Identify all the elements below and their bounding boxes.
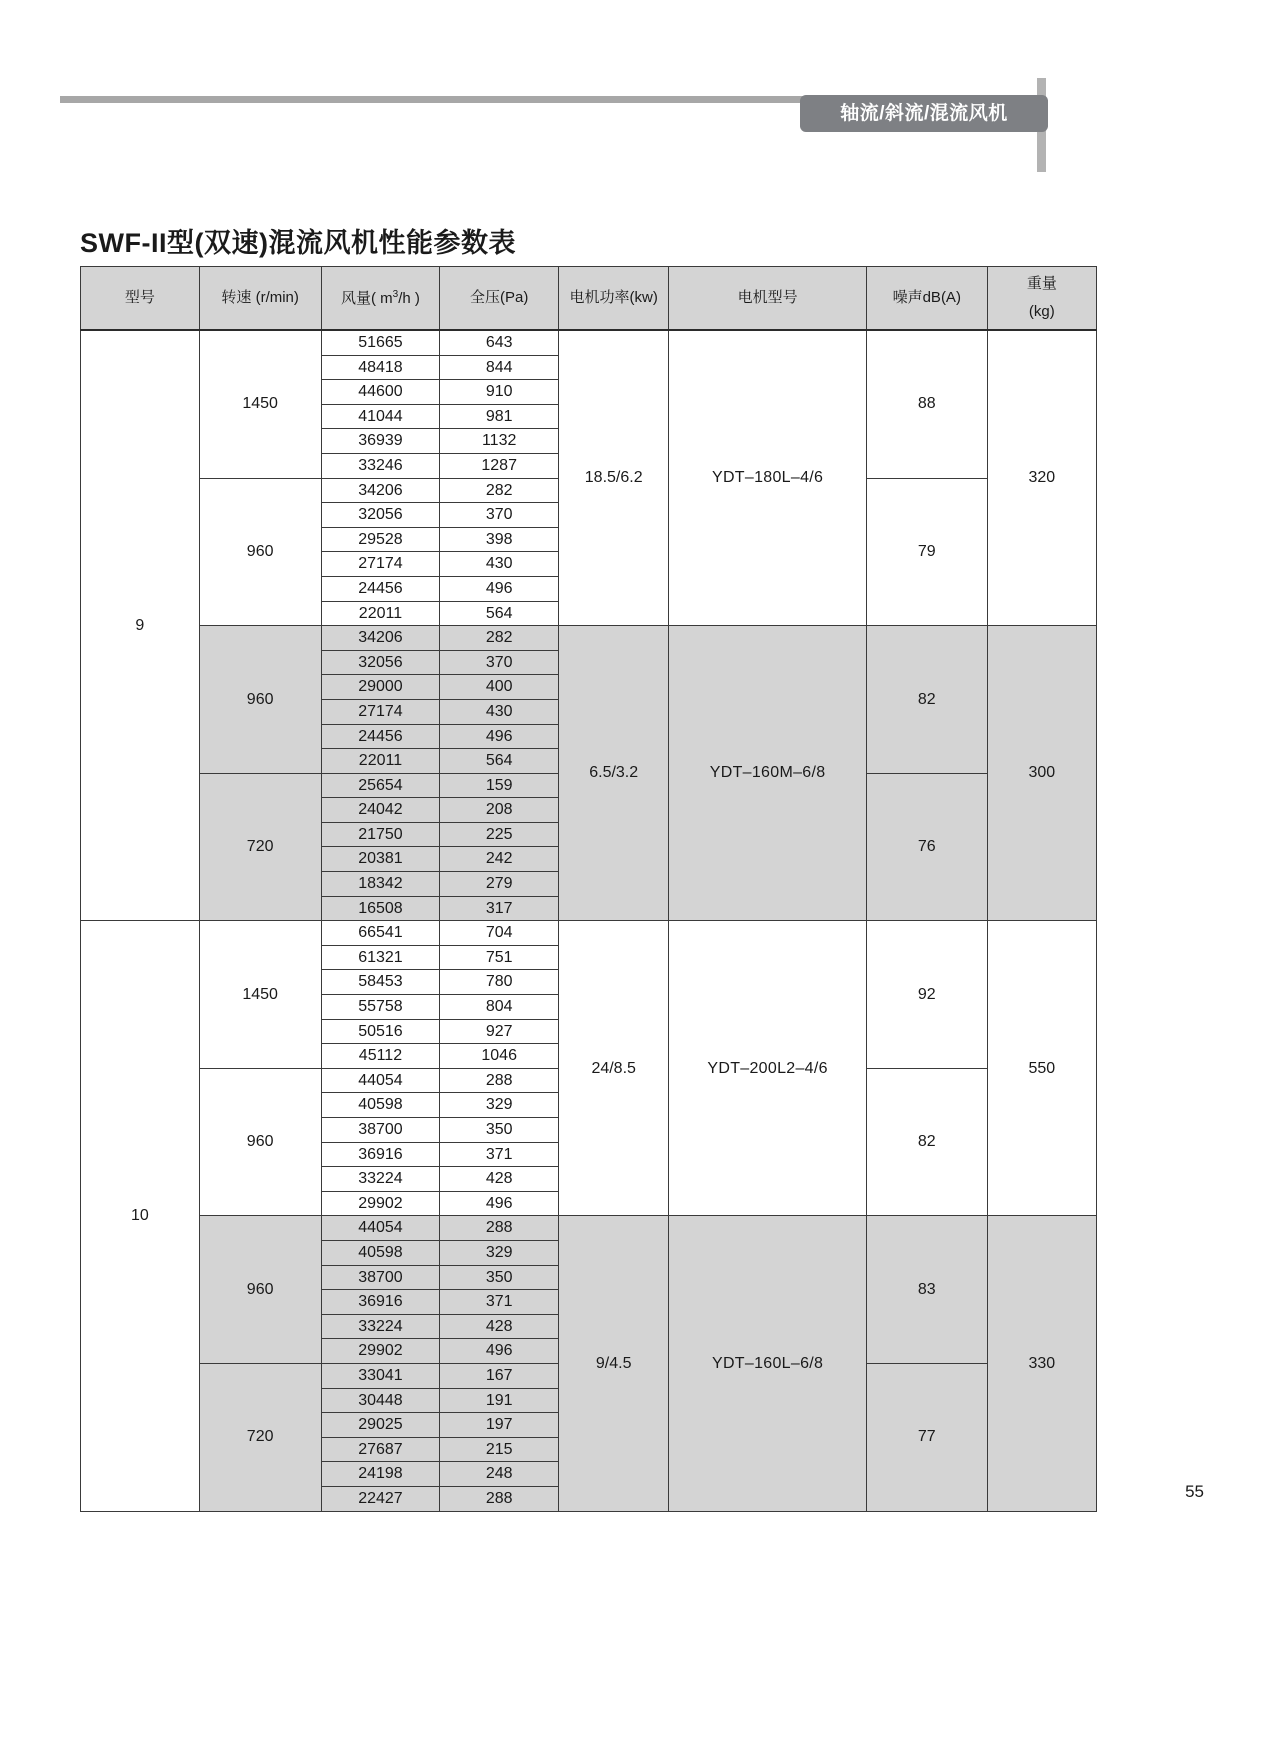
cell-pressure: 288 [440,1486,559,1511]
cell-flow: 25654 [321,773,440,798]
col-header-flow-exponent: 3 [392,288,399,300]
page-header [0,0,1276,200]
cell-flow: 58453 [321,970,440,995]
cell-pressure: 751 [440,945,559,970]
cell-pressure: 1287 [440,453,559,478]
cell-flow: 33246 [321,453,440,478]
cell-power: 18.5/6.2 [559,330,669,626]
cell-flow: 16508 [321,896,440,921]
col-header-power: 电机功率(kw) [559,267,669,331]
cell-pressure: 225 [440,822,559,847]
cell-pressure: 496 [440,1191,559,1216]
col-header-weight-line1: 重量 [1026,274,1057,292]
cell-power: 6.5/3.2 [559,626,669,921]
cell-weight: 320 [987,330,1096,626]
cell-flow: 36939 [321,429,440,454]
table-header [81,267,1097,331]
section-tab-label: 轴流/斜流/混流风机 [840,103,1008,124]
cell-flow: 24042 [321,798,440,823]
cell-speed: 960 [199,1216,321,1364]
cell-pressure: 804 [440,995,559,1020]
cell-flow: 29902 [321,1339,440,1364]
cell-pressure: 197 [440,1413,559,1438]
cell-power: 24/8.5 [559,921,669,1216]
cell-pressure: 370 [440,650,559,675]
cell-noise: 82 [866,1068,987,1216]
cell-pressure: 282 [440,478,559,503]
page-number: 55 [1185,1482,1204,1501]
cell-pressure: 248 [440,1462,559,1487]
cell-pressure: 400 [440,675,559,700]
cell-pressure: 350 [440,1265,559,1290]
col-header-flow-post: /h ) [398,289,420,307]
cell-pressure: 329 [440,1093,559,1118]
cell-pressure: 1046 [440,1044,559,1069]
cell-pressure: 564 [440,749,559,774]
cell-flow: 22011 [321,749,440,774]
table-header-row [81,267,1097,331]
table-body [81,330,1097,1511]
cell-pressure: 371 [440,1290,559,1315]
cell-pressure: 780 [440,970,559,995]
cell-speed: 960 [199,1068,321,1216]
cell-pressure: 981 [440,404,559,429]
cell-flow: 33224 [321,1167,440,1192]
col-header-pressure: 全压(Pa) [440,267,559,331]
cell-pressure: 704 [440,921,559,946]
cell-pressure: 430 [440,699,559,724]
cell-flow: 34206 [321,626,440,651]
cell-pressure: 428 [440,1167,559,1192]
cell-flow: 29528 [321,527,440,552]
cell-pressure: 844 [440,355,559,380]
cell-pressure: 350 [440,1118,559,1143]
cell-noise: 83 [866,1216,987,1364]
cell-pressure: 279 [440,872,559,897]
cell-pressure: 910 [440,380,559,405]
col-header-weight-line2: (kg) [1028,303,1055,320]
col-header-noise: 噪声dB(A) [866,267,987,331]
col-header-motor-model: 电机型号 [669,267,867,331]
cell-pressure: 643 [440,330,559,355]
cell-pressure: 242 [440,847,559,872]
cell-flow: 41044 [321,404,440,429]
cell-pressure: 370 [440,503,559,528]
table-row [81,921,1097,946]
cell-flow: 61321 [321,945,440,970]
cell-pressure: 371 [440,1142,559,1167]
cell-motor-model: YDT–160L–6/8 [669,1216,867,1511]
cell-pressure: 208 [440,798,559,823]
cell-speed: 960 [199,478,321,626]
cell-flow: 38700 [321,1118,440,1143]
cell-flow: 40598 [321,1240,440,1265]
cell-pressure: 159 [440,773,559,798]
cell-weight: 300 [987,626,1096,921]
section-tab [800,95,1048,132]
cell-weight: 330 [987,1216,1096,1511]
col-header-flow [321,267,440,331]
cell-noise: 88 [866,330,987,478]
col-header-weight [987,267,1096,331]
cell-flow: 24198 [321,1462,440,1487]
cell-pressure: 288 [440,1216,559,1241]
cell-pressure: 496 [440,724,559,749]
cell-noise: 92 [866,921,987,1069]
cell-pressure: 317 [440,896,559,921]
cell-flow: 27174 [321,699,440,724]
cell-weight: 550 [987,921,1096,1216]
cell-flow: 18342 [321,872,440,897]
cell-pressure: 1132 [440,429,559,454]
cell-flow: 27174 [321,552,440,577]
cell-model: 10 [81,921,200,1511]
spec-table-wrapper [80,266,1097,1512]
table-row [81,626,1097,651]
cell-noise: 79 [866,478,987,626]
cell-pressure: 496 [440,576,559,601]
cell-flow: 29025 [321,1413,440,1438]
cell-motor-model: YDT–180L–4/6 [669,330,867,626]
cell-flow: 24456 [321,724,440,749]
col-header-model: 型号 [81,267,200,331]
cell-speed: 1450 [199,921,321,1069]
cell-pressure: 215 [440,1437,559,1462]
cell-flow: 44600 [321,380,440,405]
cell-speed: 960 [199,626,321,774]
cell-flow: 36916 [321,1142,440,1167]
cell-flow: 29000 [321,675,440,700]
cell-pressure: 927 [440,1019,559,1044]
cell-flow: 48418 [321,355,440,380]
cell-pressure: 167 [440,1363,559,1388]
cell-flow: 36916 [321,1290,440,1315]
cell-flow: 66541 [321,921,440,946]
cell-speed: 1450 [199,330,321,478]
cell-flow: 51665 [321,330,440,355]
spec-table [80,266,1097,1512]
col-header-speed: 转速 (r/min) [199,267,321,331]
cell-flow: 34206 [321,478,440,503]
cell-flow: 24456 [321,576,440,601]
cell-motor-model: YDT–200L2–4/6 [669,921,867,1216]
page-title: SWF-II型(双速)混流风机性能参数表 [80,228,516,258]
cell-noise: 82 [866,626,987,774]
cell-pressure: 191 [440,1388,559,1413]
cell-model: 9 [81,330,200,921]
cell-power: 9/4.5 [559,1216,669,1511]
cell-flow: 30448 [321,1388,440,1413]
cell-pressure: 288 [440,1068,559,1093]
cell-flow: 32056 [321,503,440,528]
cell-flow: 27687 [321,1437,440,1462]
cell-flow: 44054 [321,1216,440,1241]
cell-pressure: 428 [440,1314,559,1339]
table-row [81,330,1097,355]
cell-speed: 720 [199,773,321,921]
cell-flow: 50516 [321,1019,440,1044]
cell-pressure: 329 [440,1240,559,1265]
cell-flow: 40598 [321,1093,440,1118]
cell-pressure: 496 [440,1339,559,1364]
cell-flow: 44054 [321,1068,440,1093]
cell-flow: 38700 [321,1265,440,1290]
cell-pressure: 282 [440,626,559,651]
cell-flow: 45112 [321,1044,440,1069]
cell-flow: 22427 [321,1486,440,1511]
cell-noise: 77 [866,1363,987,1511]
cell-flow: 55758 [321,995,440,1020]
cell-pressure: 430 [440,552,559,577]
cell-flow: 33224 [321,1314,440,1339]
cell-flow: 21750 [321,822,440,847]
cell-speed: 720 [199,1363,321,1511]
table-row [81,1216,1097,1241]
cell-noise: 76 [866,773,987,921]
cell-flow: 33041 [321,1363,440,1388]
cell-flow: 32056 [321,650,440,675]
cell-flow: 20381 [321,847,440,872]
cell-motor-model: YDT–160M–6/8 [669,626,867,921]
cell-pressure: 398 [440,527,559,552]
cell-pressure: 564 [440,601,559,626]
cell-flow: 29902 [321,1191,440,1216]
col-header-flow-pre: 风量( m [340,289,393,307]
cell-flow: 22011 [321,601,440,626]
